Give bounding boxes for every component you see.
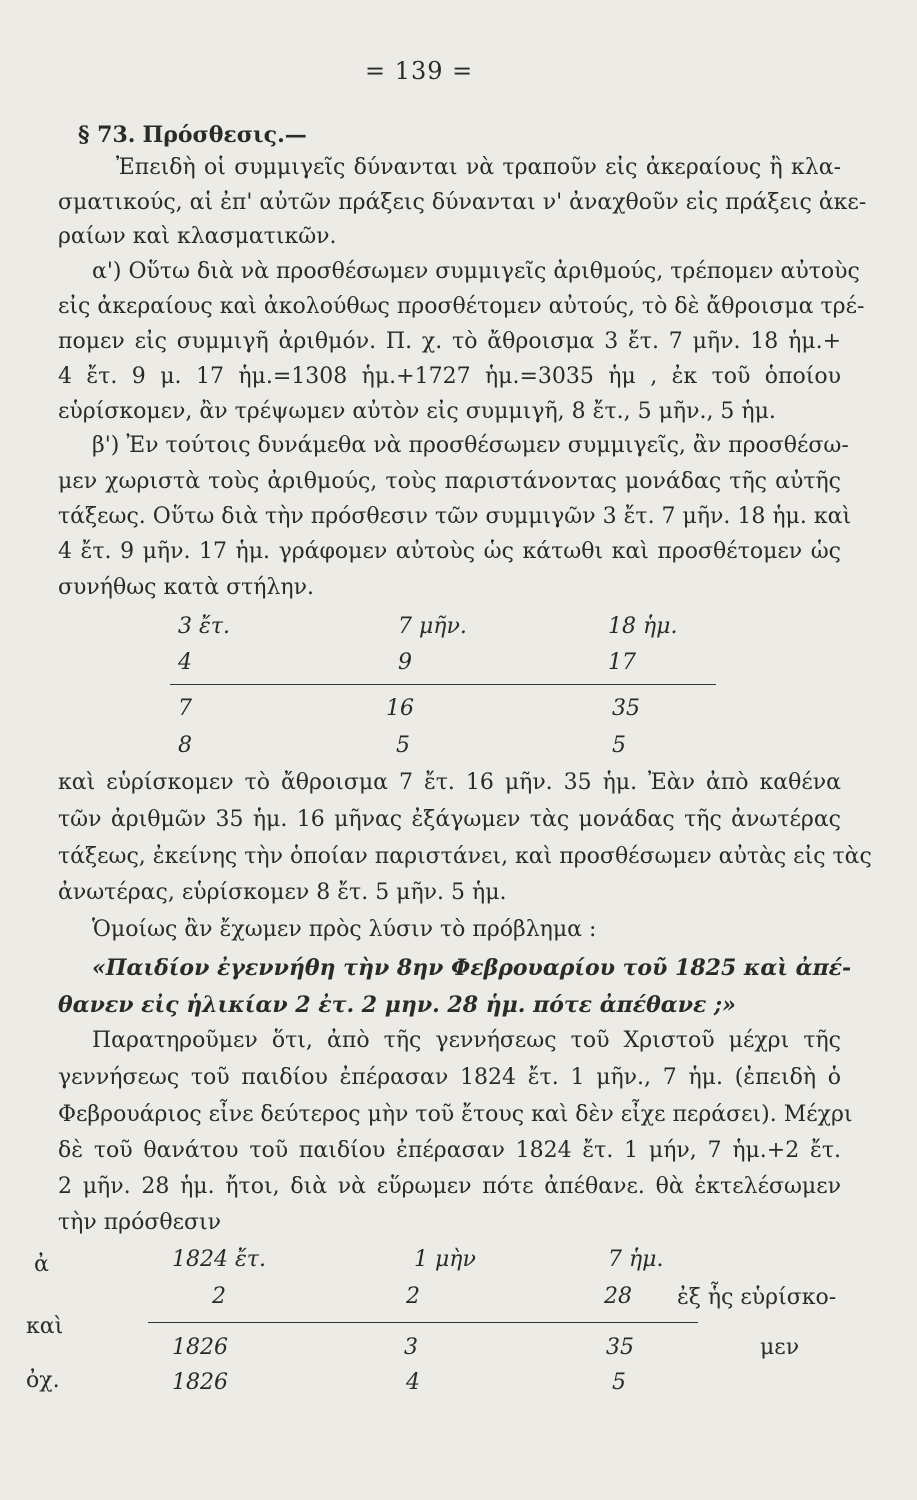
text-line: Ἐπειδὴ οἱ συμμιγεῖς δύνανται νὰ τραποῦν εἰς ἀκεραίους ἢ κλα- xyxy=(116,155,841,180)
text-line: συνήθως κατὰ στήλην. xyxy=(58,575,314,600)
text-line: 2 μῆν. 28 ἡμ. ἤτοι, διὰ νὰ εὕρωμεν πότε ἀπέθανε. θὰ ἐκτελέσωμεν xyxy=(58,1174,841,1199)
text-line: καὶ εὑρίσκομεν τὸ ἄθροισμα 7 ἔτ. 16 μῆν. 35 ἡμ. Ἐὰν ἀπὸ καθένα xyxy=(58,770,841,795)
page-number: = 139 = xyxy=(365,57,474,85)
margin-label: καὶ xyxy=(26,1314,64,1339)
table-cell: 35 xyxy=(606,1335,634,1360)
section-heading xyxy=(78,120,307,151)
section-number: § 73. xyxy=(78,122,136,148)
text-line: 4 ἔτ. 9 μῆν. 17 ἡμ. γράφομεν αὐτοὺς ὡς κάτωθι καὶ προσθέτομεν ὡς xyxy=(58,539,841,564)
sum-line xyxy=(170,684,716,685)
text-line: τὴν πρόσθεσιν xyxy=(58,1210,222,1235)
table-cell: 1 μὴν xyxy=(414,1247,476,1272)
table-cell: 3 ἔτ. xyxy=(178,614,230,639)
text-line: τῶν ἀριθμῶν 35 ἡμ. 16 μῆνας ἐξάγωμεν τὰς μονάδας τῆς ἀνωτέρας xyxy=(58,807,841,832)
table-cell: 17 xyxy=(608,650,636,675)
table-cell: 2 xyxy=(212,1284,226,1309)
table-cell: 5 xyxy=(612,733,626,758)
text-line: 4 ἔτ. 9 μ. 17 ἡμ.=1308 ἡμ.+1727 ἡμ.=3035 ἡμ , ἐκ τοῦ ὁποίου xyxy=(58,364,841,389)
text-line: α') Οὕτω διὰ νὰ προσθέσωμεν συμμιγεῖς ἀριθμούς, τρέπομεν αὐτοὺς xyxy=(92,259,860,284)
side-text: ἐξ ἧς εὑρίσκο- xyxy=(677,1285,837,1310)
text-line: τάξεως. Οὕτω διὰ τὴν πρόσθεσιν τῶν συμμιγῶν 3 ἔτ. 7 μῆν. 18 ἡμ. καὶ xyxy=(58,504,852,529)
table-cell: 7 xyxy=(178,696,192,721)
table-cell: 8 xyxy=(178,733,192,758)
side-text: μεν xyxy=(760,1335,800,1360)
text-line: σματικούς, αἱ ἐπ' αὐτῶν πράξεις δύνανται ν' ἀναχθοῦν εἰς πράξεις ἀκε- xyxy=(58,190,867,215)
text-line: μεν χωριστὰ τοὺς ἀριθμούς, τοὺς παριστάνοντας μονάδας τῆς αὐτῆς xyxy=(58,469,841,494)
problem-statement: «Παιδίον ἐγεννήθη τὴν 8ην Φεβρουαρίου τοῦ 1825 καὶ ἀπέ- xyxy=(92,955,852,981)
text-line: τάξεως, ἐκείνης τὴν ὁποίαν παριστάνει, καὶ προσθέσωμεν αὐτὰς εἰς τὰς xyxy=(58,844,872,869)
table-cell: 1826 xyxy=(172,1335,228,1360)
sum-line xyxy=(148,1322,698,1323)
text-line: ραίων καὶ κλασματικῶν. xyxy=(58,224,337,249)
table-cell: 5 xyxy=(612,1370,626,1395)
table-cell: 5 xyxy=(396,733,410,758)
table-cell: 2 xyxy=(406,1284,420,1309)
table-cell: 9 xyxy=(398,650,412,675)
text-line: Φεβρουάριος εἶνε δεύτερος μὴν τοῦ ἔτους καὶ δὲν εἶχε περάσει). Μέχρι xyxy=(58,1102,853,1127)
text-line: Παρατηροῦμεν ὅτι, ἀπὸ τῆς γεννήσεως τοῦ Χριστοῦ μέχρι τῆς xyxy=(92,1028,841,1053)
text-line: γεννήσεως τοῦ παιδίου ἐπέρασαν 1824 ἔτ. 1 μῆν., 7 ἡμ. (ἐπειδὴ ὁ xyxy=(58,1065,841,1090)
margin-label: ἀ xyxy=(34,1252,49,1277)
text-line: εὑρίσκομεν, ἂν τρέψωμεν αὐτὸν εἰς συμμιγῆ, 8 ἔτ., 5 μῆν., 5 ἡμ. xyxy=(58,399,776,424)
section-title: Πρόσθεσις.— xyxy=(142,122,307,148)
text-line: εἰς ἀκεραίους καὶ ἀκολούθως προσθέτομεν αὐτούς, τὸ δὲ ἄθροισμα τρέ- xyxy=(58,294,865,319)
text-line: πομεν εἰς συμμιγῆ ἀριθμόν. Π. χ. τὸ ἄθροισμα 3 ἔτ. 7 μῆν. 18 ἡμ.+ xyxy=(58,329,841,354)
text-line: ἀνωτέρας, εὑρίσκομεν 8 ἔτ. 5 μῆν. 5 ἡμ. xyxy=(58,880,507,905)
table-cell: 28 xyxy=(604,1284,632,1309)
text-line: δὲ τοῦ θανάτου τοῦ παιδίου ἐπέρασαν 1824 ἔτ. 1 μήν, 7 ἡμ.+2 ἔτ. xyxy=(58,1138,841,1163)
table-cell: 3 xyxy=(404,1335,418,1360)
problem-statement: θανεν εἰς ἡλικίαν 2 ἐτ. 2 μην. 28 ἡμ. πότε ἀπέθανε ;» xyxy=(58,992,736,1018)
table-cell: 4 xyxy=(178,650,192,675)
text-line: Ὁμοίως ἂν ἔχωμεν πρὸς λύσιν τὸ πρόβλημα : xyxy=(92,917,597,942)
table-cell: 4 xyxy=(406,1370,420,1395)
table-cell: 7 μῆν. xyxy=(398,614,467,639)
margin-label: ὀχ. xyxy=(26,1368,60,1393)
table-cell: 1826 xyxy=(172,1370,228,1395)
table-cell: 18 ἡμ. xyxy=(608,614,678,639)
table-cell: 35 xyxy=(612,696,640,721)
text-line: β') Ἐν τούτοις δυνάμεθα νὰ προσθέσωμεν συμμιγεῖς, ἂν προσθέσω- xyxy=(92,433,849,458)
table-cell: 7 ἡμ. xyxy=(608,1247,664,1272)
table-cell: 1824 ἔτ. xyxy=(172,1247,266,1272)
table-cell: 16 xyxy=(386,696,414,721)
